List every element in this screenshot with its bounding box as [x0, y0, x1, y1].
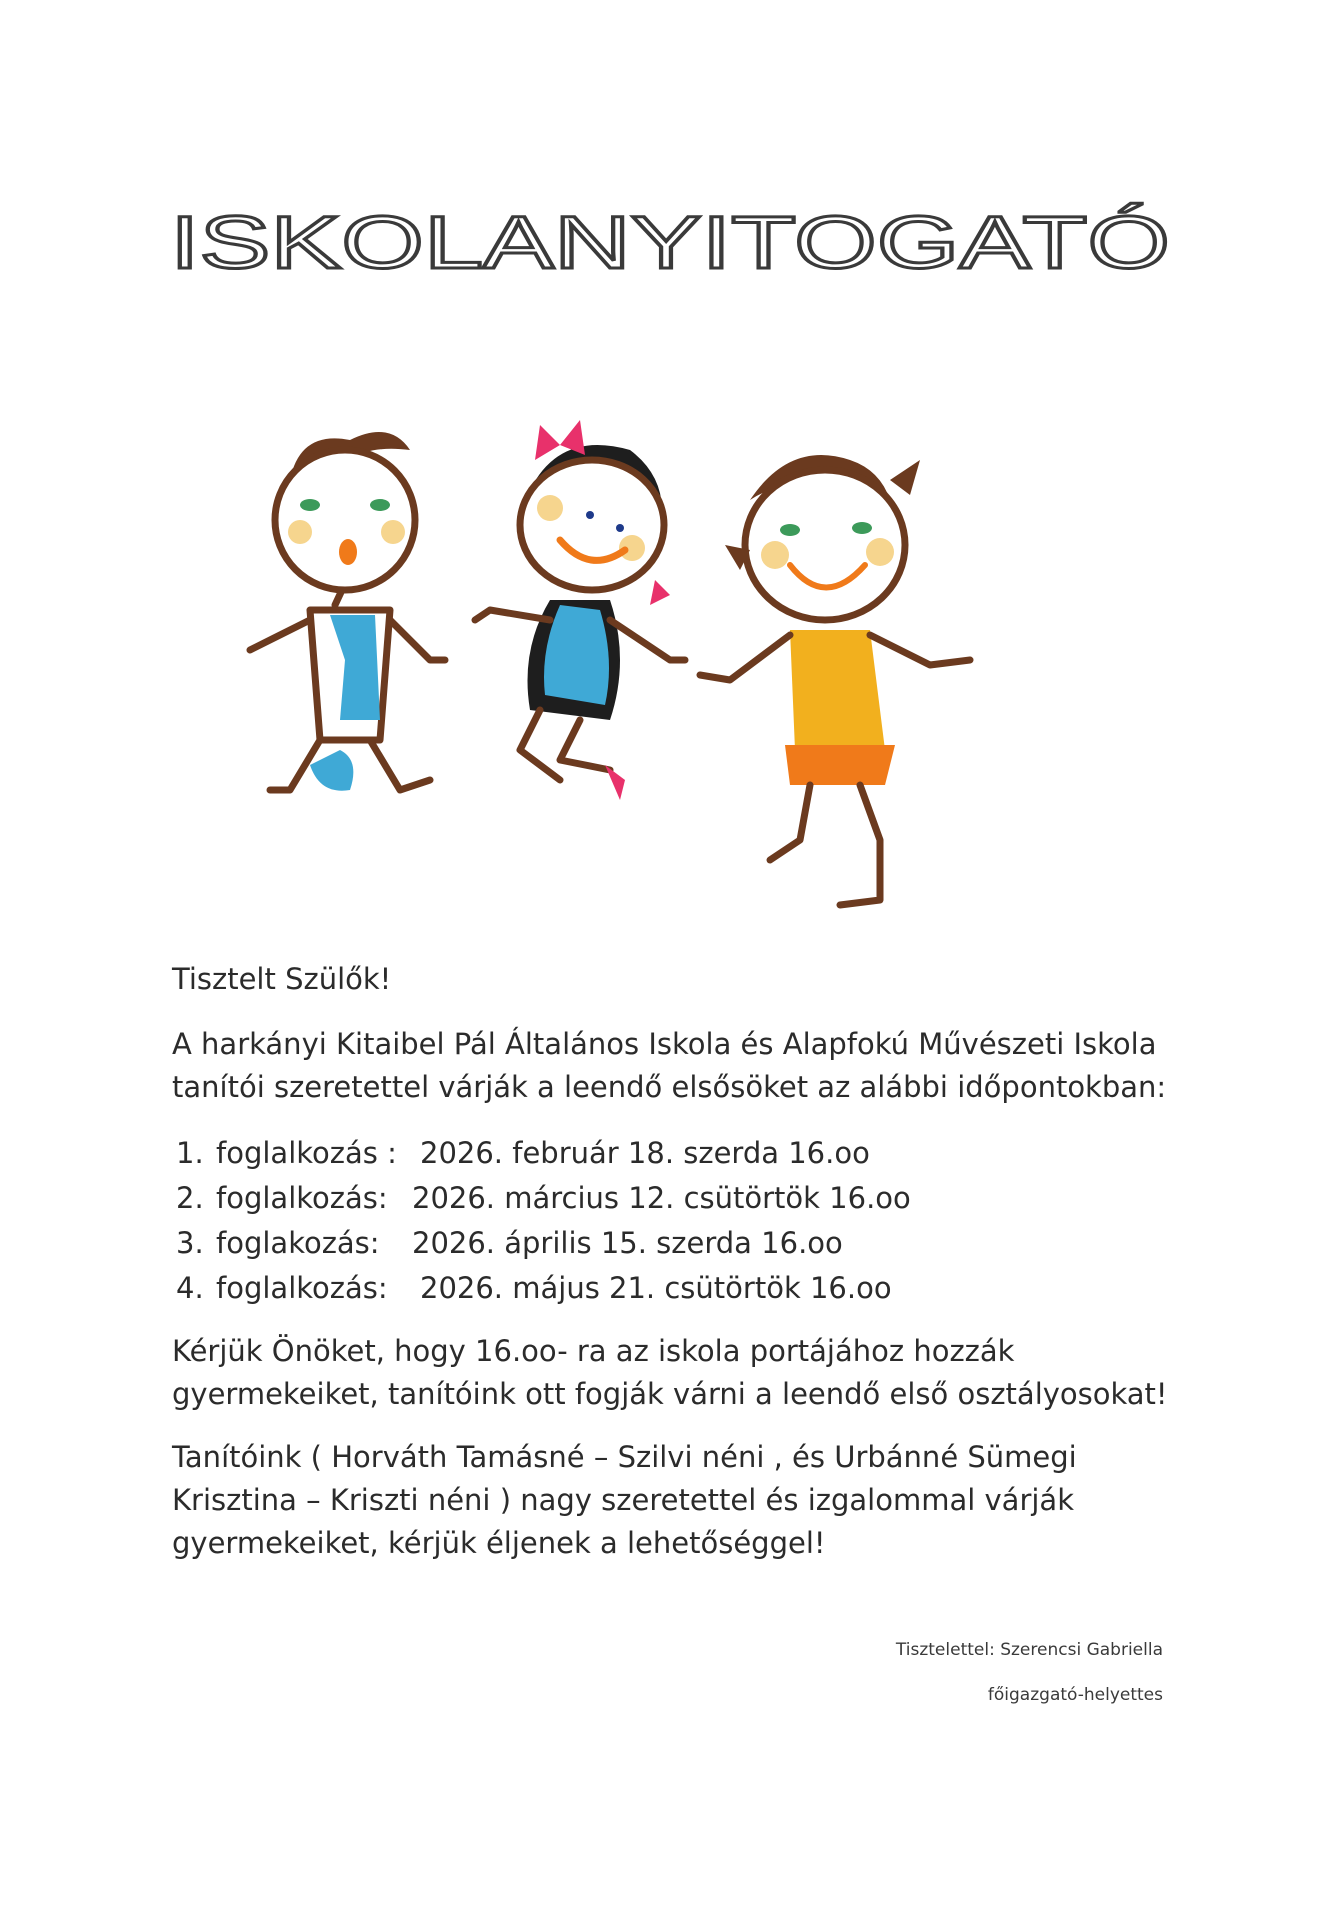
girl-figure-right	[700, 455, 970, 905]
session-label: foglalkozás:	[216, 1271, 388, 1305]
page-title-text: ISKOLANYITOGATÓ	[170, 201, 1170, 284]
list-item	[172, 1176, 1182, 1221]
session-date: 2026. május 21. csütörtök 16.oo	[420, 1271, 892, 1305]
teachers-paragraph: Tanítóink ( Horváth Tamásné – Szilvi néni , és Urbánné Sümegi Krisztina – Kriszti néni ) nagy szeretettel és izgalommal várják gyermekeiket, kérjük éljenek a lehetőséggel!	[172, 1440, 1077, 1560]
signature-title: főigazgató-helyettes	[987, 1685, 1163, 1705]
list-item	[172, 1266, 1182, 1311]
signature-name: Tisztelettel: Szerencsi Gabriella	[895, 1640, 1163, 1660]
session-number: 1.	[176, 1136, 204, 1170]
session-list	[172, 1131, 1182, 1311]
session-label: foglakozás:	[216, 1226, 380, 1260]
session-number: 3.	[176, 1226, 204, 1260]
session-number: 4.	[176, 1271, 204, 1305]
boy-figure	[250, 432, 445, 791]
instructions-paragraph: Kérjük Önöket, hogy 16.oo- ra az iskola portájához hozzák gyermekeiket, tanítóink ott fogják várni a leendő első osztályosokat!	[172, 1334, 1168, 1411]
session-date: 2026. február 18. szerda 16.oo	[420, 1136, 870, 1170]
intro-paragraph: A harkányi Kitaibel Pál Általános Iskola és Alapfokú Művészeti Iskola tanítói szeretettel várják a leendő elsősöket az alábbi időpontokban:	[172, 1027, 1167, 1104]
session-date: 2026. március 12. csütörtök 16.oo	[412, 1181, 911, 1215]
page-title	[0, 190, 1341, 300]
session-date: 2026. április 15. szerda 16.oo	[412, 1226, 843, 1260]
children-illustration	[230, 420, 1110, 920]
list-item	[172, 1221, 1182, 1266]
girl-figure-middle	[475, 420, 685, 800]
session-label: foglalkozás:	[216, 1181, 388, 1215]
list-item	[172, 1131, 1182, 1176]
greeting: Tisztelt Szülők!	[172, 962, 392, 996]
session-number: 2.	[176, 1181, 204, 1215]
session-label: foglalkozás :	[216, 1136, 397, 1170]
